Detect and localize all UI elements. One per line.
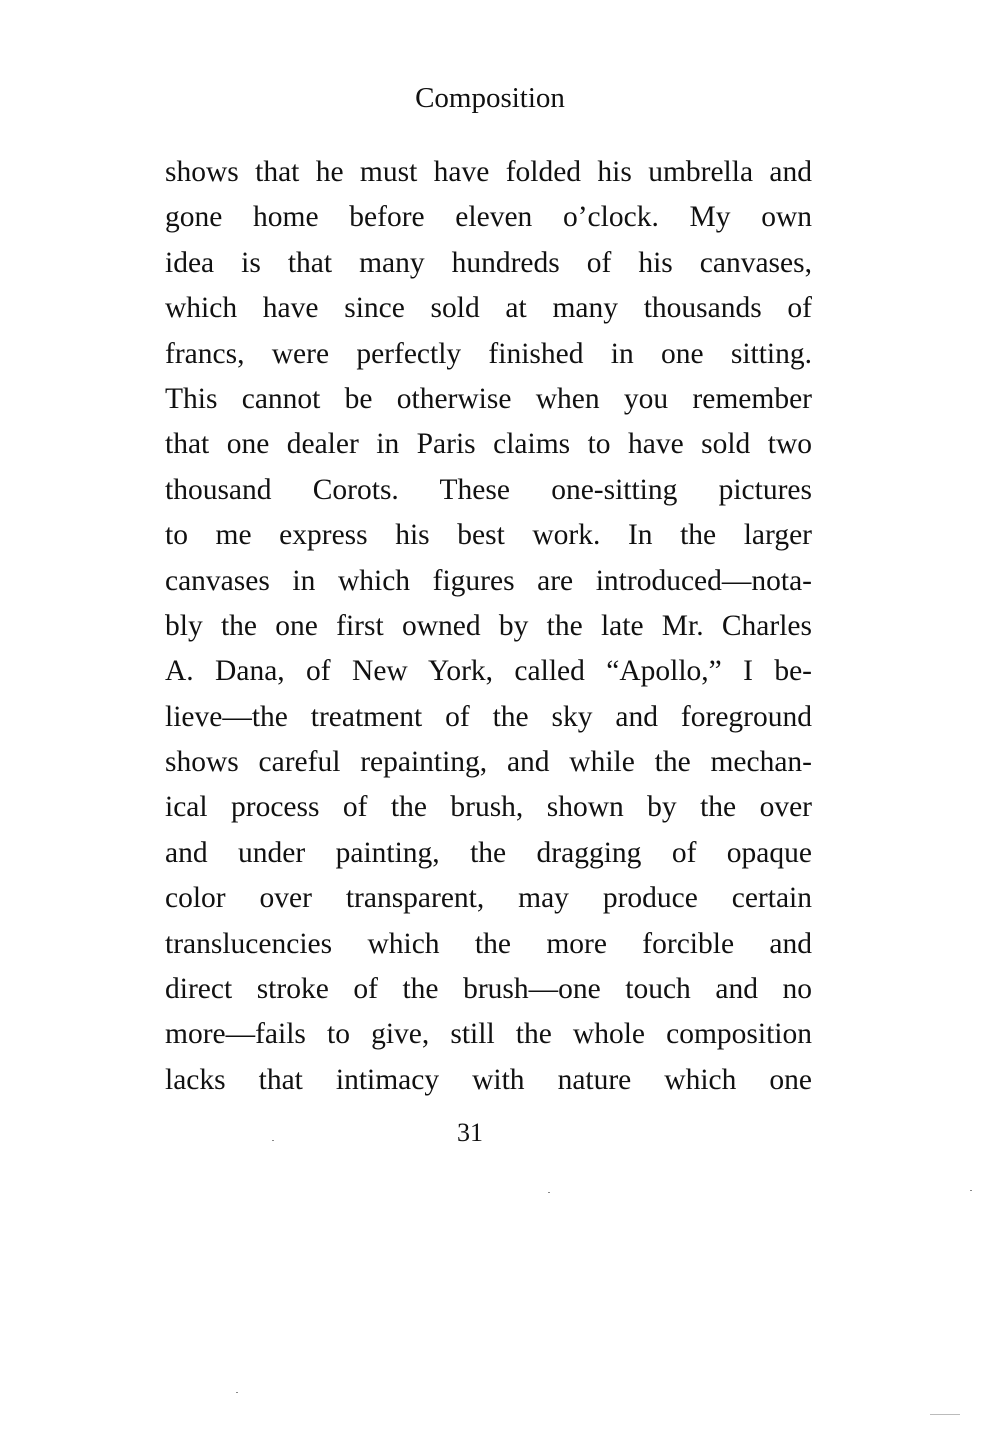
scan-speck	[930, 1414, 960, 1415]
text-line: idea is that many hundreds of his canvases,	[165, 246, 812, 279]
text-line: canvases in which figures are introduced—nota-	[165, 564, 812, 597]
scan-speck	[272, 1140, 274, 1141]
text-line: to me express his best work. In the larger	[165, 519, 812, 552]
text-line: direct stroke of the brush—one touch and no	[165, 973, 812, 1006]
text-line: translucencies which the more forcible and	[165, 927, 812, 960]
text-line: color over transparent, may produce certain	[165, 882, 812, 915]
text-line: that one dealer in Paris claims to have sold two	[165, 428, 812, 461]
running-head: Composition	[415, 82, 565, 114]
body-text	[165, 150, 812, 1103]
text-line: lieve—the treatment of the sky and foreground	[165, 700, 812, 733]
text-line: lacks that intimacy with nature which one	[165, 1063, 812, 1096]
text-line: and under painting, the dragging of opaque	[165, 836, 812, 869]
scan-speck	[236, 1392, 238, 1393]
text-line: francs, were perfectly finished in one sitting.	[165, 337, 812, 370]
text-line: gone home before eleven o’clock. My own	[165, 201, 812, 234]
text-line: A. Dana, of New York, called “Apollo,” I be-	[165, 655, 812, 688]
page-number: 31	[457, 1118, 483, 1147]
scan-speck	[970, 1190, 972, 1191]
text-line: ical process of the brush, shown by the over	[165, 791, 812, 824]
text-line: This cannot be otherwise when you remember	[165, 382, 812, 415]
scan-speck	[548, 1192, 550, 1193]
text-line: more—fails to give, still the whole composition	[165, 1018, 812, 1051]
text-line: shows that he must have folded his umbrella and	[165, 156, 812, 188]
text-line: bly the one first owned by the late Mr. Charles	[165, 609, 812, 642]
text-line: shows careful repainting, and while the mechan-	[165, 746, 812, 779]
text-line: which have since sold at many thousands of	[165, 292, 812, 325]
text-line: thousand Corots. These one-sitting pictures	[165, 473, 812, 506]
